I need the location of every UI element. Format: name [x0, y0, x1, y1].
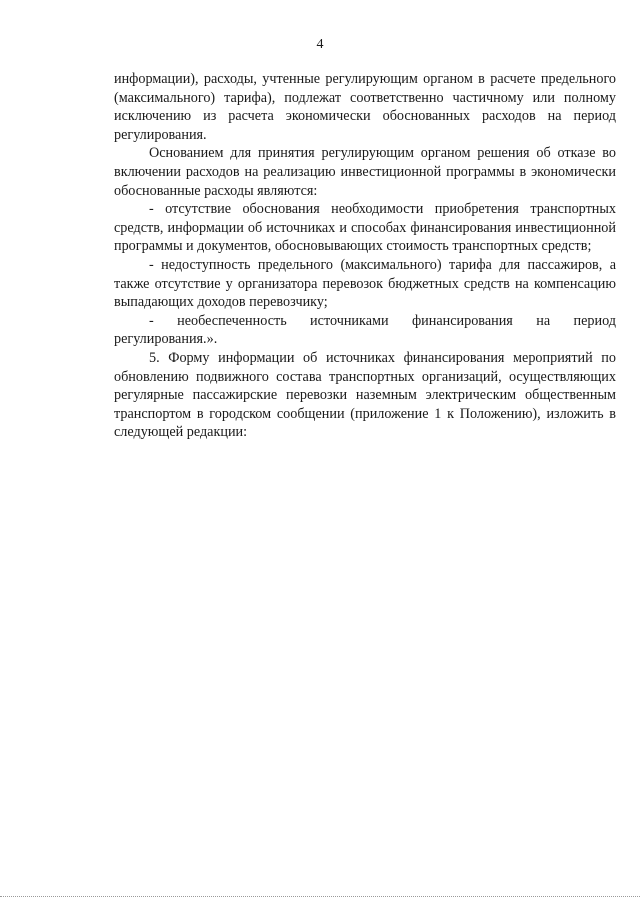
document-body [114, 70, 616, 442]
page-number: 4 [316, 37, 324, 52]
scan-edge-line [0, 896, 640, 897]
paragraph-item-5: 5. Форму информации об источниках финансирования мероприятий по обновлению подвижного состава транспортных организаций, осуществляющих регулярные пассажирские перевозки наземным электрическим общественным транспортом в городском сообщении (приложение 1 к Положению), изложить в следующей редакции: [114, 349, 616, 441]
paragraph-continuation: информации), расходы, учтенные регулирующим органом в расчете предельного (максимального) тарифа), подлежат соответственно частичному или полному исключению из расчета экономически обоснованных расходов на период регулирования. [114, 71, 616, 143]
list-item-no-funding: - необеспеченность источниками финансирования на период регулирования.». [114, 312, 616, 348]
paragraph-refusal-grounds: Основанием для принятия регулирующим органом решения об отказе во включении расходов на реализацию инвестиционной программы в экономически обоснованные расходы являются: [114, 145, 616, 199]
list-item-tariff-unavailability: - недоступность предельного (максимального) тарифа для пассажиров, а также отсутствие у организатора перевозок бюджетных средств на компенсацию выпадающих доходов перевозчику; [114, 256, 616, 311]
list-item-no-justification: - отсутствие обоснования необходимости приобретения транспортных средств, информации об источниках и способах финансирования инвестиционной программы и документов, обосновывающих стоимость транспортных средств; [114, 201, 616, 255]
